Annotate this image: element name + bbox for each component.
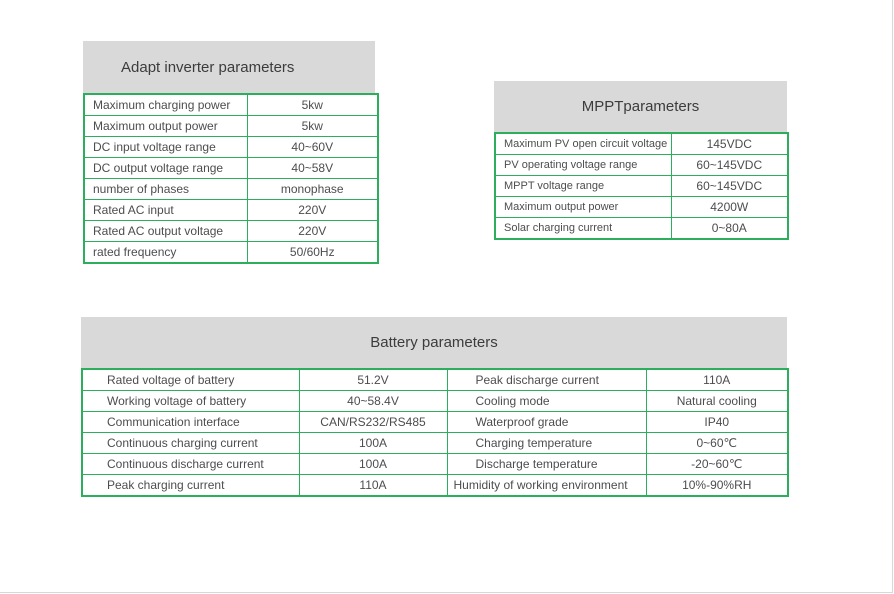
table-row xyxy=(82,433,788,454)
table-row xyxy=(495,176,788,197)
param-label: Charging temperature xyxy=(447,433,646,454)
table-row xyxy=(84,242,378,264)
param-label: Rated AC input xyxy=(84,200,247,221)
param-value: 50/60Hz xyxy=(247,242,378,264)
param-value: 100A xyxy=(299,433,447,454)
param-value: IP40 xyxy=(646,412,788,433)
param-value: 40~58V xyxy=(247,158,378,179)
param-label: Maximum PV open circuit voltage xyxy=(495,133,671,155)
param-label: Communication interface xyxy=(82,412,299,433)
param-label: Maximum charging power xyxy=(84,94,247,116)
battery-title: Battery parameters xyxy=(81,317,787,368)
param-label: Maximum output power xyxy=(495,197,671,218)
param-value: 110A xyxy=(299,475,447,497)
param-label: Rated voltage of battery xyxy=(82,369,299,391)
param-label: Cooling mode xyxy=(447,391,646,412)
param-label: Maximum output power xyxy=(84,116,247,137)
param-value: 220V xyxy=(247,221,378,242)
param-value: CAN/RS232/RS485 xyxy=(299,412,447,433)
param-label: MPPT voltage range xyxy=(495,176,671,197)
table-row xyxy=(82,391,788,412)
table-row xyxy=(82,369,788,391)
table-row xyxy=(495,197,788,218)
param-value: 60~145VDC xyxy=(671,176,788,197)
param-label: Solar charging current xyxy=(495,218,671,240)
table-row xyxy=(82,412,788,433)
mppt-title: MPPTparameters xyxy=(494,81,787,132)
table-row xyxy=(84,221,378,242)
mppt-table xyxy=(494,132,789,240)
param-value: 5kw xyxy=(247,94,378,116)
table-row xyxy=(495,218,788,240)
mppt-panel xyxy=(494,81,789,240)
param-value: 40~58.4V xyxy=(299,391,447,412)
param-value: 5kw xyxy=(247,116,378,137)
table-row xyxy=(84,116,378,137)
inverter-table xyxy=(83,93,379,264)
table-row xyxy=(84,158,378,179)
param-label: Peak charging current xyxy=(82,475,299,497)
param-label: DC output voltage range xyxy=(84,158,247,179)
param-value: 220V xyxy=(247,200,378,221)
param-value: -20~60℃ xyxy=(646,454,788,475)
table-row xyxy=(82,454,788,475)
param-label: Peak discharge current xyxy=(447,369,646,391)
param-value: 0~60℃ xyxy=(646,433,788,454)
param-value: 60~145VDC xyxy=(671,155,788,176)
param-value: 0~80A xyxy=(671,218,788,240)
battery-table xyxy=(81,368,789,497)
param-value: 40~60V xyxy=(247,137,378,158)
param-label: DC input voltage range xyxy=(84,137,247,158)
table-row xyxy=(84,200,378,221)
table-row xyxy=(84,137,378,158)
inverter-title: Adapt inverter parameters xyxy=(83,41,375,93)
param-value: 100A xyxy=(299,454,447,475)
param-label: Working voltage of battery xyxy=(82,391,299,412)
param-value: Natural cooling xyxy=(646,391,788,412)
param-label: Continuous discharge current xyxy=(82,454,299,475)
param-value: 145VDC xyxy=(671,133,788,155)
inverter-panel xyxy=(83,41,379,264)
param-label: Discharge temperature xyxy=(447,454,646,475)
table-row xyxy=(495,155,788,176)
table-row xyxy=(82,475,788,497)
param-label: Rated AC output voltage xyxy=(84,221,247,242)
param-value: 10%-90%RH xyxy=(646,475,788,497)
param-value: 110A xyxy=(646,369,788,391)
param-label: Humidity of working environment xyxy=(447,475,646,497)
param-label: Waterproof grade xyxy=(447,412,646,433)
param-label: Continuous charging current xyxy=(82,433,299,454)
param-label: PV operating voltage range xyxy=(495,155,671,176)
param-value: 51.2V xyxy=(299,369,447,391)
table-row xyxy=(495,133,788,155)
battery-panel xyxy=(81,317,789,497)
table-row xyxy=(84,179,378,200)
param-value: monophase xyxy=(247,179,378,200)
table-row xyxy=(84,94,378,116)
param-label: rated frequency xyxy=(84,242,247,264)
param-value: 4200W xyxy=(671,197,788,218)
param-label: number of phases xyxy=(84,179,247,200)
